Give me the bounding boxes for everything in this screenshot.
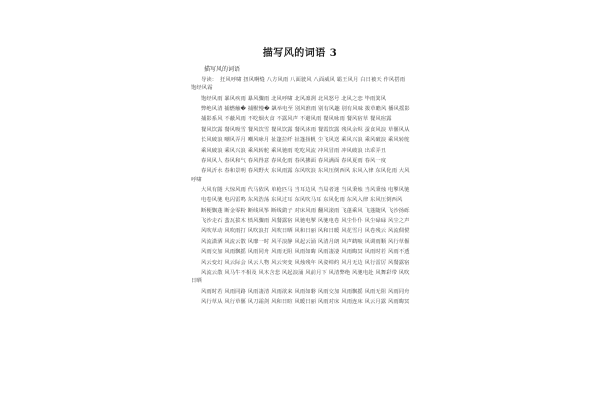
body-paragraph: 捕影系风 不蔽风雨 不吃烟火食 不露风声 不避风雨 餐风咏雨 餐风宿草 餐风宿露 xyxy=(201,116,392,123)
body-paragraph: 弊绝风清 捕燃触� 捕獸慢� 飙举电至 别风淮雨 别有风趣 别有风味 拨草瞻风 播风摇影 xyxy=(201,105,410,112)
body-paragraph: 长风破浪 嘲风弄月 嘲风咏月 扯篷拉纤 扯篷扬帆 尘飞风送 乘风兴浪 乘风破浪 乘风转舵 xyxy=(201,137,410,144)
body-paragraph: 春风沂水 春和景明 春风野火 东风雨露 东风吹浪 东风压倒西风 东风入律 东风化雨 大风呼啸 xyxy=(191,168,410,183)
body-paragraph: 风雨时若 风雨同路 风雨凄清 风雨欲来 风雨如磐 风雨交加 风雨飘摇 风雨无阻 风雨同舟 xyxy=(201,288,410,295)
document-body xyxy=(191,76,412,308)
body-paragraph: 风云变幻 风云际会 风云人物 风云突变 风烛残年 风姿绰约 风月无边 风行雷厉 风餐露宿 xyxy=(201,259,410,266)
body-paragraph: 断梗飘蓬 断金零粉 断线风筝 断线鹞子 对床风雨 翻风滚雨 飞蓬乘风 飞蓬随风 飞沙扬砾 xyxy=(201,207,410,214)
body-paragraph: 餐风饮露 餐风吸雪 餐风饮雪 餐风饮露 餐风沐雨 餐霞饮露 残风余烬 蚕食风浪 草偃风从 xyxy=(201,126,410,133)
body-paragraph: 饱经风雨 暴风疾雨 暴风骤雨 北风呼啸 北风凛冽 北风怒号 北风之恋 毕雨箕风 xyxy=(201,95,387,102)
body-paragraph: 风吹草动 风吹雨打 风吹浪打 风吹日晒 风和日丽 风和日暖 风花雪月 风卷残云 风流倜傥 xyxy=(201,228,410,235)
body-paragraph: 大风有隧 大惊风雨 代马依风 单枪匹马 当耳边风 当局者迷 当风秉烛 当风秉烛 电掣风驰 xyxy=(201,186,410,193)
body-paragraph: 风行草从 风行草偃 风刀霜剑 风和日暄 风暖日丽 风雨对床 风雨连床 风云月露 风雨晦冥 xyxy=(201,299,410,306)
document-title: 描写风的词语 3 xyxy=(262,48,338,59)
body-paragraph: 导读： 狂风呼啸 扭风啊缝 八方风雨 八面驶风 八面威风 霸王风月 白日被天 作风搭雨 饱经风霜 xyxy=(191,77,406,92)
body-paragraph: 风流云散 风马牛不相及 风木含悲 风起浪涌 风前月下 风清弊绝 风驰电赴 风舞彩带 风吹日晒 xyxy=(191,270,410,285)
body-paragraph: 飞沙走石 蜚瓦拔木 愤风骤雨 风餐露宿 风驰电掣 风驰电卷 风尘仆仆 风尘碌碌 风尘之声 xyxy=(201,218,410,225)
body-paragraph: 乘风破浪 乘风兴浪 乘风转舵 乘风驰雨 吃吃风流 冲风冒雨 冲风破浪 出乖弄丑 xyxy=(201,147,387,154)
document-subheading: 描写风的词语 xyxy=(204,66,241,73)
body-paragraph: 风雨交加 风雨飘摇 风雨同舟 风雨无阻 风雨如晦 风雨凄凄 风雨晦冥 风雨时若 风雨不透 xyxy=(201,249,410,256)
body-paragraph: 风流潇洒 风流云散 风靡一时 风平浪静 风起云涌 风清月朗 风声鹤唳 风调雨顺 风行草偃 xyxy=(201,238,410,245)
body-paragraph: 电卷风驰 电闪雷鸣 东风浩荡 东风过耳 东风吹马耳 东风化雨 东风入律 东风压倒西风 xyxy=(201,197,403,204)
body-paragraph: 春风风人 春风和气 春风得意 春风化雨 春风拂面 春风满面 春风夏雨 春风一度 xyxy=(201,157,387,164)
